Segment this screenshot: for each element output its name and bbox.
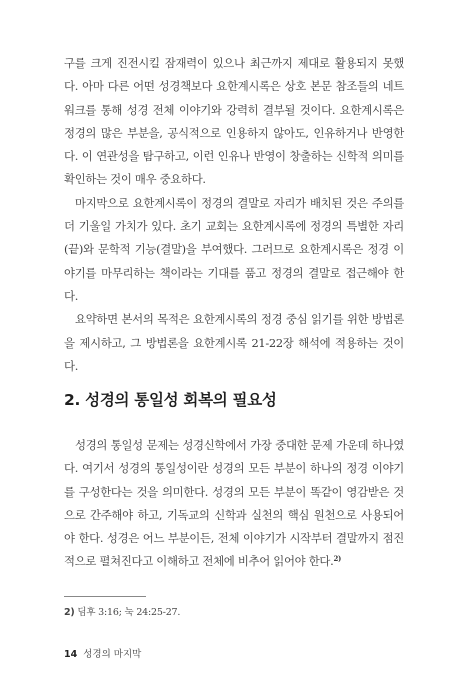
- footnote: [64, 604, 180, 618]
- page-number: 14: [64, 649, 78, 660]
- footnote-reference: 2): [333, 554, 342, 564]
- paragraph: 요약하면 본서의 목적은 요한계시록의 정경 중심 읽기를 위한 방법론을 제시하고, 그 방법론을 요한계시록 21-22장 해석에 적용하는 것이다.: [64, 312, 404, 373]
- body-text-block-2: [64, 434, 404, 574]
- footnote-number: 2): [64, 607, 75, 618]
- footnote-divider: [64, 596, 146, 597]
- page-footer: [64, 646, 141, 660]
- paragraph: 마지막으로 요한계시록이 정경의 결말로 자리가 배치된 것은 주의를 더 기울일 가치가 있다. 초기 교회는 요한계시록에 정경의 특별한 자리(끝)와 문학적 기능(결말)을 부여했다. 그러므로 요한계시록은 정경 이야기를 마무리하는 책이라는 기대를 품고 정경의 결말로 접근해야 한다.: [64, 195, 404, 303]
- paragraph: 구를 크게 진전시킬 잠재력이 있으나 최근까지 제대로 활용되지 못했다. 아마 다른 어떤 성경책보다 요한계시록은 상호 본문 참조들의 네트워크를 통해 성경 전체 이야기와 강력히 결부될 것이다. 요한계시록은 정경의 많은 부분을, 공식적으로 인용하지 않아도, 인유하거나 반영한다. 이 연관성을 탐구하고, 이런 인유나 반영이 창출하는 신학적 의미를 확인하는 것이 매우 중요하다.: [64, 56, 404, 187]
- paragraph-text: 성경의 통일성 문제는 성경신학에서 가장 중대한 문제 가운데 하나였다. 여기서 성경의 통일성이란 성경의 모든 부분이 하나의 정경 이야기를 구성한다는 것을 의미한다. 성경의 모든 부분이 똑같이 영감받은 것으로 간주해야 하고, 기독교의 신학과 실천의 핵심 원천으로 사용되어야 한다. 성경은 어느 부분이든, 전체 이야기가 시작부터 결말까지 점진적으로 펼쳐진다고 이해하고 전체에 비추어 읽어야 한다.: [64, 438, 404, 569]
- paragraph: [64, 434, 404, 574]
- running-title: 성경의 마지막: [83, 649, 142, 660]
- section-heading: 2. 성경의 통일성 회복의 필요성: [64, 391, 277, 409]
- footnote-text: 딤후 3:16; 눅 24:25-27.: [77, 607, 181, 618]
- body-text-block-1: [64, 52, 404, 378]
